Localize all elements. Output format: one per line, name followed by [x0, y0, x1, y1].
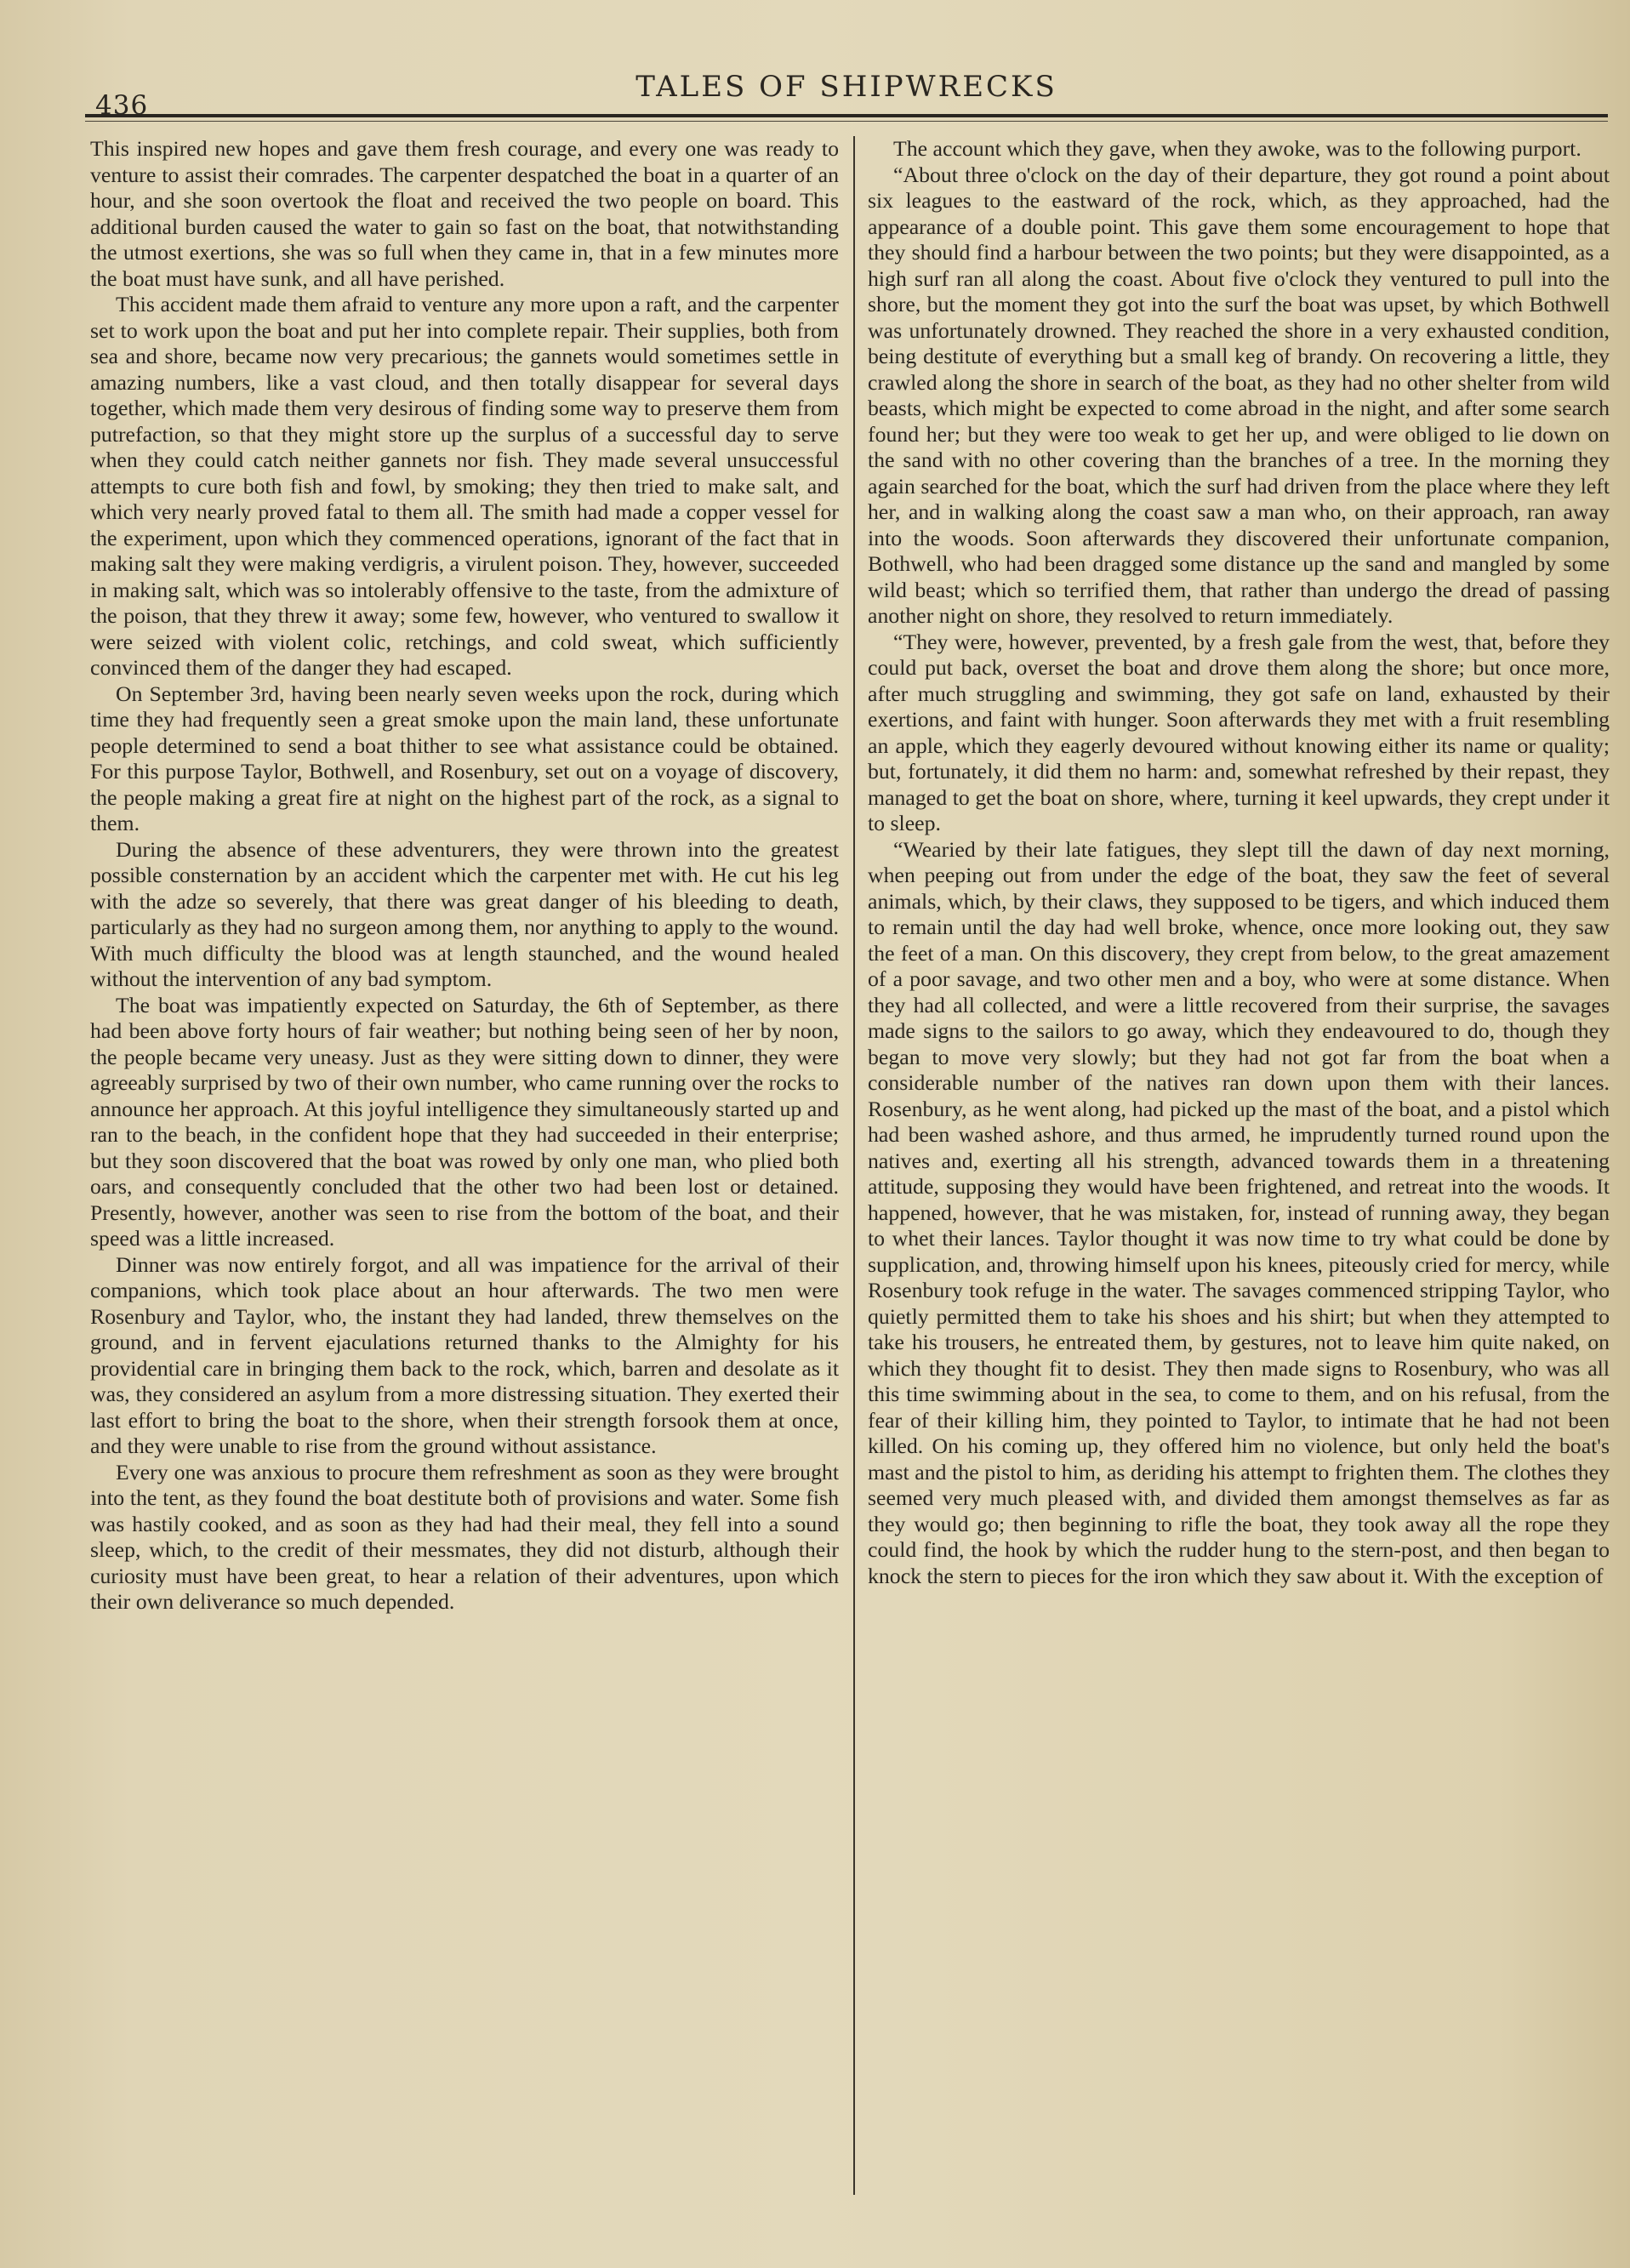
- paragraph: During the absence of these adventurers, they were thrown into the greatest possible consternation by an accident which the carpenter met with. He cut his leg with the adze so severely, that there was great danger of his bleeding to death, particularly as they had no surgeon among them, nor anything to apply to the wound. With much difficulty the blood was at length staunched, and the wound healed without the intervention of any bad symptom.: [90, 836, 839, 991]
- paragraph: On September 3rd, having been nearly seven weeks upon the rock, during which time they had frequently seen a great smoke upon the main land, these unfortunate people determined to send a boat thither to see what assistance could be obtained. For this purpose Taylor, Bothwell, and Rosenbury, set out on a voyage of discovery, the people making a great fire at night on the highest part of the rock, as a signal to them.: [90, 681, 839, 835]
- header-rule: [85, 114, 1608, 117]
- paragraph: This inspired new hopes and gave them fresh courage, and every one was ready to venture to assist their comrades. The carpenter despatched the boat in a quarter of an hour, and she soon overtook the float and received the two people on board. This additional burden caused the water to gain so fast on the boat, that notwithstanding the utmost exertions, she was so full when they came in, that in a few minutes more the boat must have sunk, and all have perished.: [90, 136, 839, 291]
- paragraph: Dinner was now entirely forgot, and all was impatience for the arrival of their companions, which took place about an hour afterwards. The two men were Rosenbury and Taylor, who, the instant they had landed, threw themselves on the ground, and in fervent ejaculations returned thanks to the Almighty for his providential care in bringing them back to the rock, which, barren and desolate as it was, they considered an asylum from a more distressing situation. They exerted their last effort to bring the boat to the shore, when their strength forsook them at once, and they were unable to rise from the ground without assistance.: [90, 1251, 839, 1458]
- page-number: 436: [95, 90, 149, 121]
- column-divider: [853, 136, 855, 2195]
- page-header: [85, 66, 1608, 121]
- paragraph: This accident made them afraid to venture any more upon a raft, and the carpenter set to work upon the boat and put her into complete repair. Their supplies, both from sea and shore, became now very precarious; the gannets would sometimes settle in amazing numbers, like a vast cloud, and then totally disappear for several days together, which made them very desirous of finding some way to preserve them from putrefaction, so that they might store up the surplus of a successful day to serve when they could catch neither gannets nor fish. They made several unsuccessful attempts to cure both fish and fowl, by smoking; they then tried to make salt, and which very nearly proved fatal to them all. The smith had made a copper vessel for the experiment, upon which they commenced operations, ignorant of the fact that in making salt they were making verdigris, a virulent poison. They, however, succeeded in making salt, which was so intolerably offensive to the taste, from the admixture of the poison, that they threw it away; some few, however, who ventured to swallow it were seized with violent colic, retchings, and cold sweat, which sufficiently convinced them of the danger they had escaped.: [90, 292, 839, 680]
- header-rule-thin: [85, 121, 1608, 122]
- paragraph: The boat was impatiently expected on Saturday, the 6th of September, as there had been above forty hours of fair weather; but nothing being seen of her by noon, the people became very uneasy. Just as they were sitting down to dinner, they were agreeably surprised by two of their own number, who came running over the rocks to announce her approach. At this joyful intelligence they simultaneously started up and ran to the beach, in the confident hope that they had succeeded in their enterprise; but they soon discovered that the boat was rowed by only one man, who plied both oars, and consequently concluded that the other two had been lost or detained. Presently, however, another was seen to rise from the bottom of the boat, and their speed was a little increased.: [90, 992, 839, 1251]
- right-column: [868, 136, 1610, 2178]
- left-column: [90, 136, 839, 2178]
- running-title: TALES OF SHIPWRECKS: [635, 70, 1057, 104]
- paragraph: “Wearied by their late fatigues, they slept till the dawn of day next morning, when peeping out from under the edge of the boat, they saw the feet of several animals, which, by their claws, they supposed to be tigers, and which induced them to remain until the day had well broke, whence, once more looking out, they saw the feet of a man. On this discovery, they crept from below, to the great amazement of a poor savage, and two other men and a boy, who were at some distance. When they had all collected, and were a little recovered from their surprise, the savages made signs to the sailors to go away, which they endeavoured to do, though they began to move very slowly; but they had not got far from the boat when a considerable number of the natives ran down upon them with their lances. Rosenbury, as he went along, had picked up the mast of the boat, and a pistol which had been washed ashore, and thus armed, he imprudently turned round upon the natives and, exerting all his strength, advanced towards them in a threatening attitude, supposing they would have been frightened, and retreat into the woods. It happened, however, that he was mistaken, for, instead of running away, they began to whet their lances. Taylor thought it was now time to try what could be done by supplication, and, throwing himself upon his knees, piteously cried for mercy, while Rosenbury took refuge in the water. The savages commenced stripping Taylor, who quietly permitted them to take his shoes and his shirt; but when they attempted to take his trousers, he entreated them, by gestures, not to leave him quite naked, on which they thought fit to desist. They then made signs to Rosenbury, who was all this time swimming about in the sea, to come to them, and on his refusal, from the fear of their killing him, they pointed to Taylor, to intimate that he had not been killed. On his coming up, they offered him no violence, but only held the boat's mast and the pistol to him, as deriding his attempt to frighten them. The clothes they seemed very much pleased with, and divided them amongst themselves as far as they would go; then beginning to rifle the boat, they took away all the rope they could find, the hook by which the rudder hung to the stern-post, and then began to knock the stern to pieces for the iron which they saw about it. With the exception of: [868, 836, 1610, 1588]
- paragraph: Every one was anxious to procure them refreshment as soon as they were brought into the tent, as they found the boat destitute both of provisions and water. Some fish was hastily cooked, and as soon as they had had their meal, they fell into a sound sleep, which, to the credit of their messmates, they did not disturb, although their curiosity must have been great, to hear a relation of their adventures, upon which their own deliverance so much depended.: [90, 1459, 839, 1614]
- paragraph: “They were, however, prevented, by a fresh gale from the west, that, before they could put back, overset the boat and drove them along the shore; but once more, after much struggling and swimming, they got safe on land, exhausted by their exertions, and faint with hunger. Soon afterwards they met with a fruit resembling an apple, which they eagerly devoured without knowing either its name or quality; but, fortunately, it did them no harm: and, somewhat refreshed by their repast, they managed to get the boat on shore, where, turning it keel upwards, they crept under it to sleep.: [868, 629, 1610, 835]
- paragraph: “About three o'clock on the day of their departure, they got round a point about six leagues to the eastward of the rock, which, as they approached, had the appearance of a double point. This gave them some encouragement to hope that they should find a harbour between the two points; but they were disappointed, as a high surf ran all along the coast. About five o'clock they ventured to pull into the shore, but the moment they got into the surf the boat was upset, by which Bothwell was unfortunately drowned. They reached the shore in a very exhausted condition, being destitute of everything but a small keg of brandy. On recovering a little, they crawled along the shore in search of the boat, as they had no other shelter from wild beasts, which might be expected to come abroad in the night, and after some search found her; but they were too weak to get her up, and were obliged to lie down on the sand with no other covering than the branches of a tree. In the morning they again searched for the boat, which the surf had driven from the place where they left her, and in walking along the coast saw a man who, on their approach, ran away into the woods. Soon afterwards they discovered their unfortunate companion, Bothwell, who had been dragged some distance up the sand and mangled by some wild beast; which so terrified them, that rather than undergo the dread of passing another night on shore, they resolved to return immediately.: [868, 162, 1610, 628]
- paragraph: The account which they gave, when they awoke, was to the following purport.: [893, 136, 1582, 161]
